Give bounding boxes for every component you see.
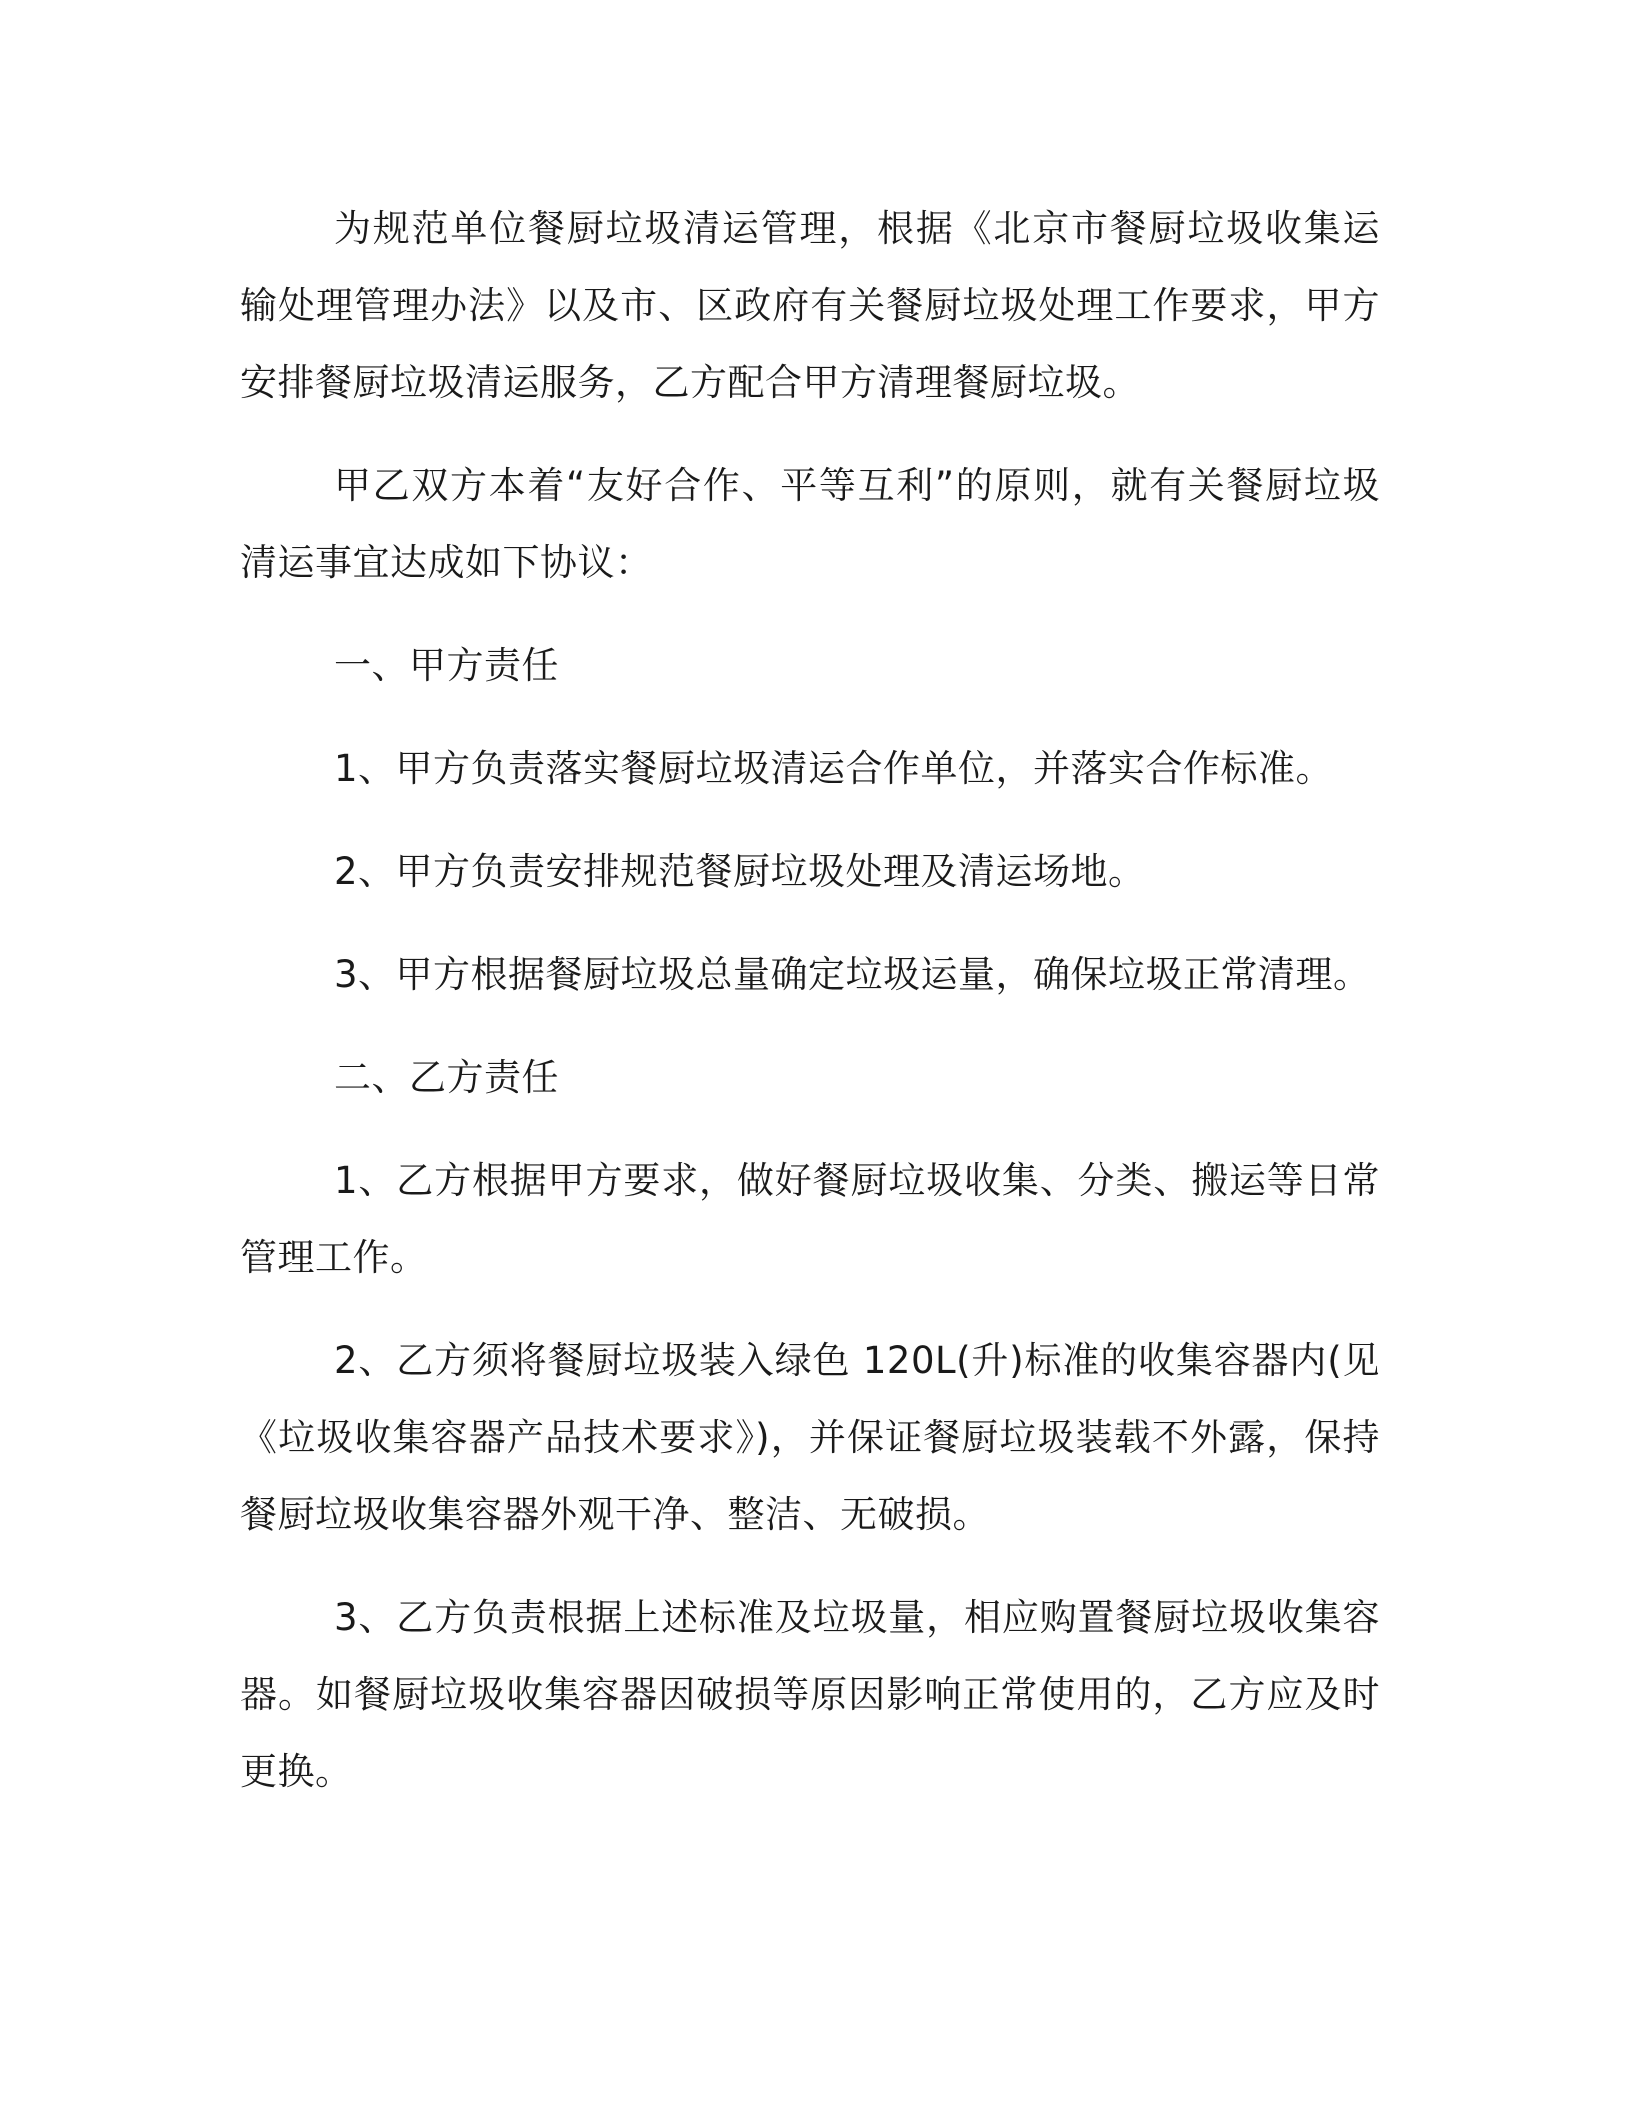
party-a-clause-2: 2、甲方负责安排规范餐厨垃圾处理及清运场地。	[334, 850, 1146, 893]
document-body	[240, 190, 1380, 1836]
party-b-clause-2: 2、乙方须将餐厨垃圾装入绿色 120L(升)标准的收集容器内(见《垃圾收集容器产品技术要求》)，并保证餐厨垃圾装载不外露，保持餐厨垃圾收集容器外观干净、整洁、无破损。	[240, 1339, 1380, 1536]
section-heading-party-b: 二、乙方责任	[334, 1056, 559, 1099]
party-a-clause-1: 1、甲方负责落实餐厨垃圾清运合作单位，并落实合作标准。	[334, 747, 1334, 790]
party-b-clause-1: 1、乙方根据甲方要求，做好餐厨垃圾收集、分类、搬运等日常管理工作。	[240, 1159, 1380, 1279]
party-b-clause-3: 3、乙方负责根据上述标准及垃圾量，相应购置餐厨垃圾收集容器。如餐厨垃圾收集容器因破损等原因影响正常使用的，乙方应及时更换。	[240, 1596, 1380, 1793]
party-a-clause-3: 3、甲方根据餐厨垃圾总量确定垃圾运量，确保垃圾正常清理。	[334, 953, 1371, 996]
paragraph-agreement: 甲乙双方本着“友好合作、平等互利”的原则，就有关餐厨垃圾清运事宜达成如下协议：	[240, 464, 1380, 584]
section-heading-party-a: 一、甲方责任	[334, 644, 559, 687]
paragraph-intro: 为规范单位餐厨垃圾清运管理，根据《北京市餐厨垃圾收集运输处理管理办法》以及市、区政府有关餐厨垃圾处理工作要求，甲方安排餐厨垃圾清运服务，乙方配合甲方清理餐厨垃圾。	[240, 207, 1380, 404]
